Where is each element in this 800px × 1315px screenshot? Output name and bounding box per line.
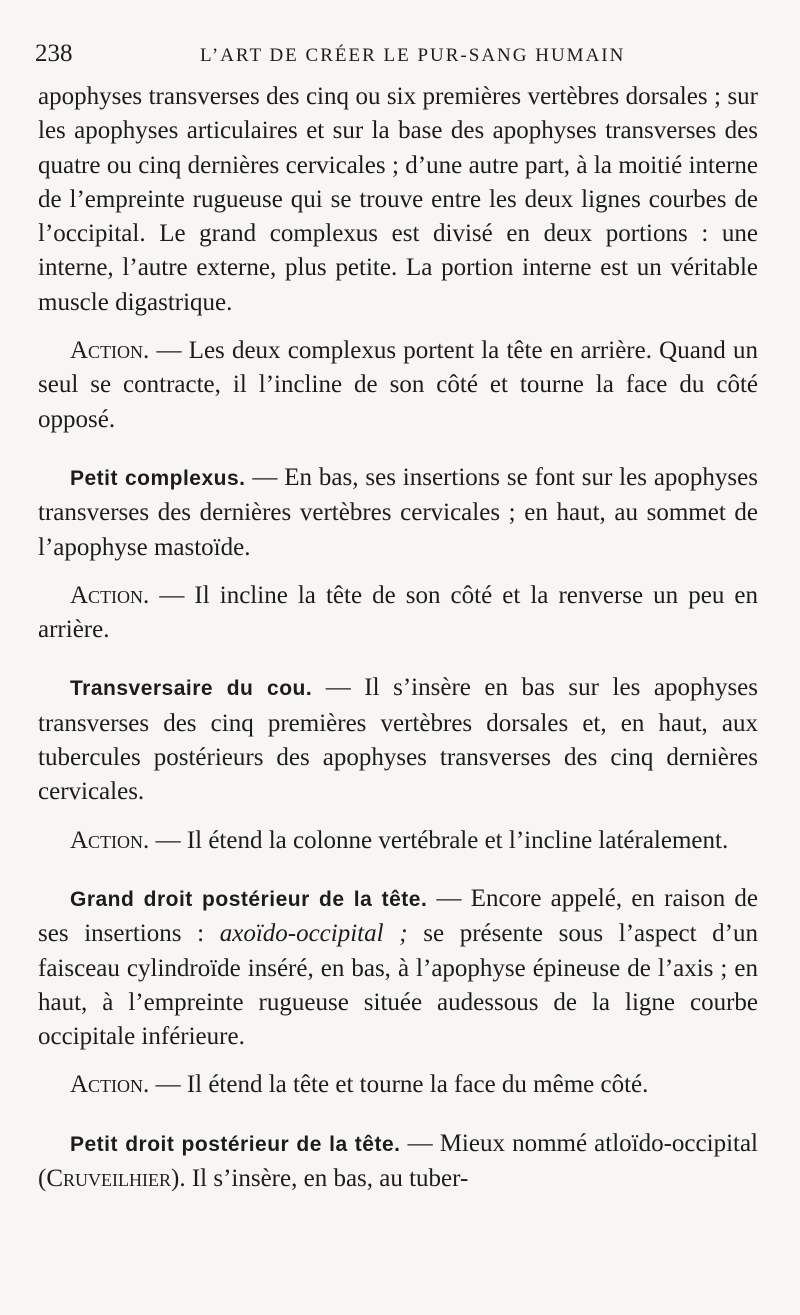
- action-paragraph: [38, 579, 758, 648]
- muscle-term: Petit droit postérieur de la tête.: [70, 1132, 401, 1156]
- running-title: L’ART DE CRÉER LE PUR-SANG HUMAIN: [200, 45, 626, 66]
- action-label: Action.: [70, 581, 150, 609]
- action-text: — Les deux complexus portent la tête en arrière. Quand un seul se contracte, il l’incline de son côté et tourne la face du côté opposé.: [38, 337, 758, 433]
- muscle-term: Transversaire du cou.: [70, 677, 313, 701]
- muscle-text: — Il s’insère en bas sur les apophyses transverses des cinq premières vertèbres dorsales et, en haut, aux tubercules postérieurs des apophyses transverses des cinq dernières cervicales.: [38, 674, 758, 806]
- muscle-paragraph: [38, 882, 758, 1054]
- muscle-paragraph: [38, 671, 758, 809]
- muscle-term: Petit complexus.: [70, 466, 246, 490]
- action-label: Action.: [70, 826, 150, 854]
- continued-paragraph: apophyses transverses des cinq ou six premières vertèbres dorsales ; sur les apophyses articulaires et sur la base des apophyses transverses des quatre ou cinq dernières cervicales ; d’une autre part, à la moitié interne de l’empreinte rugueuse qui se trouve entre les deux lignes courbes de l’occipital. Le grand complexus est divisé en deux portions : une interne, l’autre externe, plus petite. La portion interne est un véritable muscle digastrique.: [38, 83, 758, 316]
- page-number: 238: [35, 40, 73, 67]
- muscle-term: Grand droit postérieur de la tête.: [70, 887, 428, 911]
- muscle-text: — En bas, ses insertions se font sur les apophyses transverses des dernières vertèbres cervicales ; en haut, au sommet de l’apophyse mastoïde.: [38, 463, 758, 561]
- muscle-text: ). Il s’insère, en bas, au tuber-: [171, 1165, 469, 1193]
- muscle-text: se présente sous l’aspect d’un faisceau cylindroïde inséré, en bas, à l’apophyse épineuse de l’axis ; en haut, à l’empreinte rugueuse située audessous de la ligne courbe occipitale inférieure.: [38, 920, 759, 1051]
- action-label: Action.: [70, 1071, 150, 1099]
- action-paragraph: [38, 1068, 758, 1102]
- muscle-text: — Mieux nommé atloïdo-occipital (: [38, 1129, 758, 1193]
- action-paragraph: [38, 334, 758, 437]
- action-text: — Il incline la tête de son côté et la renverse un peu en arrière.: [38, 581, 758, 644]
- italic-term: axoïdo-occipital ;: [219, 920, 408, 948]
- muscle-paragraph: [38, 461, 758, 565]
- page-header: [35, 40, 765, 74]
- page-body: [38, 80, 758, 1196]
- action-paragraph: [38, 824, 758, 858]
- action-label: Action.: [70, 337, 150, 365]
- action-text: — Il étend la tête et tourne la face du même côté.: [149, 1071, 649, 1099]
- action-text: — Il étend la colonne vertébrale et l’incline latéralement.: [149, 826, 729, 854]
- muscle-text: — Encore appelé, en raison de ses insertions :: [38, 884, 759, 948]
- author-name: Cruveilhier: [46, 1165, 171, 1193]
- muscle-paragraph: [38, 1127, 758, 1197]
